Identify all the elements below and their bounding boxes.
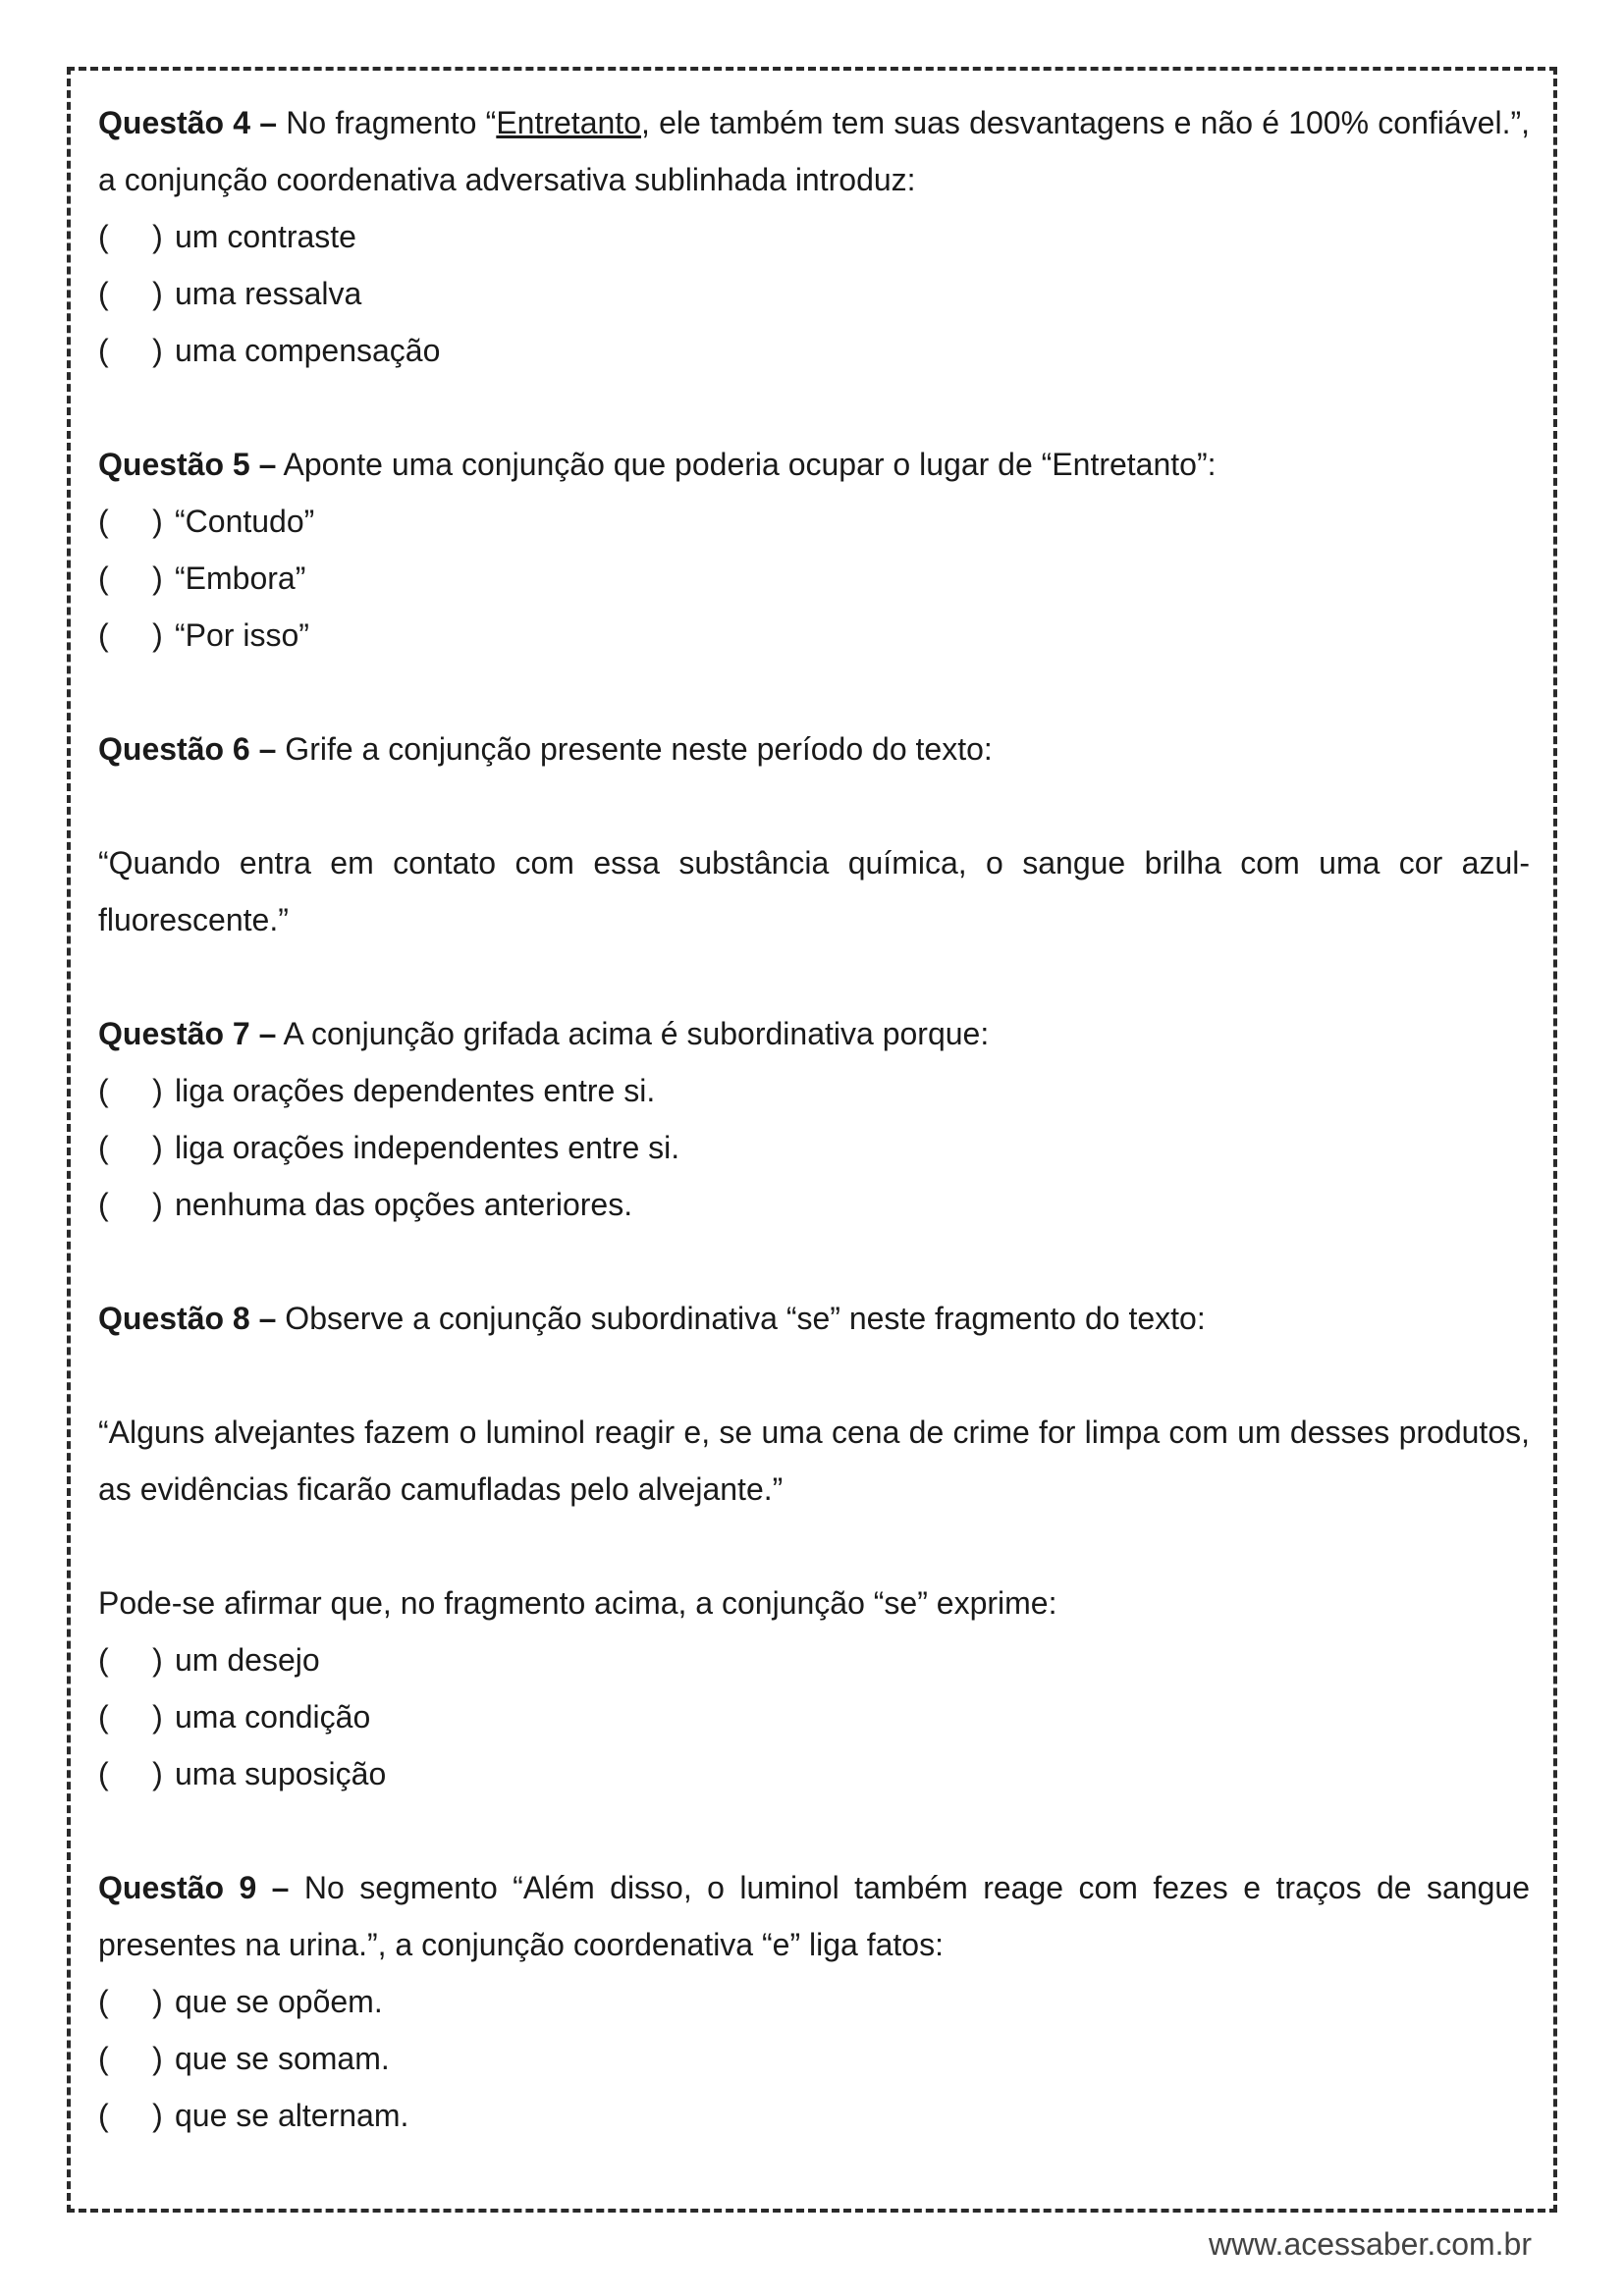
answer-checkbox[interactable]: ( ) [98, 1187, 163, 1222]
question-6-quote: “Quando entra em contato com essa substância química, o sangue brilha com uma cor azul-fluorescente.” [98, 845, 1530, 937]
answer-checkbox[interactable]: ( ) [98, 1699, 163, 1735]
answer-checkbox[interactable]: ( ) [98, 2098, 163, 2133]
option-text: uma condição [175, 1699, 371, 1735]
option-text: que se somam. [175, 2041, 390, 2076]
answer-checkbox[interactable]: ( ) [98, 1642, 163, 1678]
question-8-text: Observe a conjunção subordinativa “se” neste fragmento do texto: [276, 1301, 1206, 1336]
question-8-option-2[interactable] [98, 1688, 1530, 1745]
question-7-option-3[interactable] [98, 1176, 1530, 1233]
option-text: uma suposição [175, 1756, 387, 1791]
question-4-text-after: , ele também tem suas desvantagens e não é 100% confiável.”, a conjunção coordenativa adversativa sublinhada introduz: [98, 105, 1531, 197]
answer-checkbox[interactable]: ( ) [98, 504, 163, 539]
question-8-label: Questão 8 – [98, 1301, 277, 1336]
option-text: liga orações independentes entre si. [175, 1130, 680, 1165]
question-9 [98, 1859, 1530, 2144]
option-text: que se alternam. [175, 2098, 409, 2133]
answer-checkbox[interactable]: ( ) [98, 1984, 163, 2019]
question-9-option-2[interactable] [98, 2030, 1530, 2087]
option-text: uma compensação [175, 333, 441, 368]
question-9-option-1[interactable] [98, 1973, 1530, 2030]
option-text: que se opõem. [175, 1984, 383, 2019]
question-4-option-3[interactable] [98, 322, 1530, 379]
answer-checkbox[interactable]: ( ) [98, 276, 163, 311]
answer-checkbox[interactable]: ( ) [98, 333, 163, 368]
option-text: um contraste [175, 219, 356, 254]
question-8-prompt: Pode-se afirmar que, no fragmento acima, a conjunção “se” exprime: [98, 1585, 1057, 1621]
question-6-text: Grife a conjunção presente neste período do texto: [276, 731, 993, 767]
question-5-label: Questão 5 – [98, 447, 277, 482]
question-5-text: Aponte uma conjunção que poderia ocupar o lugar de “Entretanto”: [276, 447, 1217, 482]
answer-checkbox[interactable]: ( ) [98, 1130, 163, 1165]
option-text: “Embora” [175, 561, 306, 596]
option-text: “Por isso” [175, 617, 309, 653]
question-7-option-2[interactable] [98, 1119, 1530, 1176]
option-text: uma ressalva [175, 276, 362, 311]
option-text: um desejo [175, 1642, 320, 1678]
question-5-option-2[interactable] [98, 550, 1530, 607]
question-7-text: A conjunção grifada acima é subordinativa porque: [276, 1016, 990, 1051]
question-4-option-1[interactable] [98, 208, 1530, 265]
question-7-option-1[interactable] [98, 1062, 1530, 1119]
question-4-statement [98, 94, 1530, 208]
footer-website-url: www.acessaber.com.br [1208, 2226, 1532, 2262]
question-5-option-1[interactable] [98, 493, 1530, 550]
question-4-option-2[interactable] [98, 265, 1530, 322]
question-7 [98, 1005, 1530, 1233]
question-7-statement [98, 1005, 1530, 1062]
answer-checkbox[interactable]: ( ) [98, 617, 163, 653]
answer-checkbox[interactable]: ( ) [98, 1756, 163, 1791]
question-9-statement [98, 1859, 1530, 1973]
question-4-text-before: No fragmento “ [277, 105, 497, 140]
question-5 [98, 436, 1530, 664]
question-8-statement [98, 1290, 1530, 1347]
question-6 [98, 721, 1530, 948]
answer-checkbox[interactable]: ( ) [98, 561, 163, 596]
question-4-underlined-word: Entretanto [496, 105, 641, 140]
question-4-label: Questão 4 – [98, 105, 278, 140]
question-7-label: Questão 7 – [98, 1016, 277, 1051]
question-9-option-3[interactable] [98, 2087, 1530, 2144]
question-4 [98, 94, 1530, 379]
question-8-option-3[interactable] [98, 1745, 1530, 1802]
option-text: “Contudo” [175, 504, 315, 539]
question-6-label: Questão 6 – [98, 731, 277, 767]
answer-checkbox[interactable]: ( ) [98, 2041, 163, 2076]
question-9-label: Questão 9 – [98, 1870, 290, 1905]
option-text: liga orações dependentes entre si. [175, 1073, 656, 1108]
answer-checkbox[interactable]: ( ) [98, 1073, 163, 1108]
question-6-statement [98, 721, 1530, 777]
question-5-option-3[interactable] [98, 607, 1530, 664]
answer-checkbox[interactable]: ( ) [98, 219, 163, 254]
question-8-option-1[interactable] [98, 1631, 1530, 1688]
question-5-statement [98, 436, 1530, 493]
option-text: nenhuma das opções anteriores. [175, 1187, 633, 1222]
question-8 [98, 1290, 1530, 1802]
question-9-text: No segmento “Além disso, o luminol também reage com fezes e traços de sangue presentes na urina.”, a conjunção coordenativa “e” liga fatos: [98, 1870, 1531, 1962]
question-8-quote: “Alguns alvejantes fazem o luminol reagir e, se uma cena de crime for limpa com um desses produtos, as evidências ficarão camufladas pelo alvejante.” [98, 1415, 1530, 1507]
worksheet-content [98, 94, 1530, 2201]
